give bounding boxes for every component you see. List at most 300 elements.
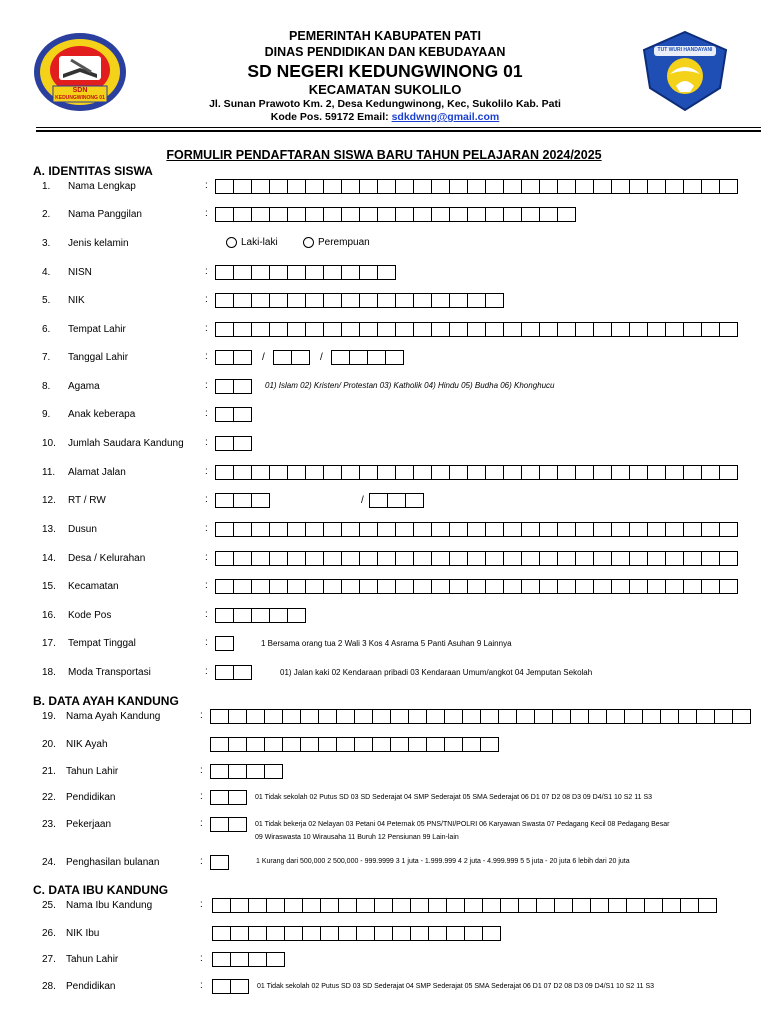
character-box[interactable] bbox=[540, 179, 558, 194]
character-input-boxes[interactable] bbox=[212, 898, 717, 913]
email-link[interactable]: sdkdwng@gmail.com bbox=[391, 111, 500, 123]
character-box[interactable] bbox=[483, 926, 501, 941]
gender-radio-male[interactable] bbox=[226, 237, 237, 248]
character-box[interactable] bbox=[216, 493, 234, 508]
character-box[interactable] bbox=[522, 465, 540, 480]
character-box[interactable] bbox=[265, 737, 283, 752]
character-box[interactable] bbox=[558, 207, 576, 222]
character-input-boxes[interactable] bbox=[210, 709, 751, 724]
character-box[interactable] bbox=[270, 608, 288, 623]
character-box[interactable] bbox=[481, 709, 499, 724]
character-box[interactable] bbox=[303, 926, 321, 941]
character-box[interactable] bbox=[504, 551, 522, 566]
character-box[interactable] bbox=[234, 350, 252, 365]
character-box[interactable] bbox=[483, 898, 501, 913]
character-box[interactable] bbox=[594, 551, 612, 566]
character-box[interactable] bbox=[630, 179, 648, 194]
character-box[interactable] bbox=[681, 898, 699, 913]
character-box[interactable] bbox=[270, 179, 288, 194]
character-box[interactable] bbox=[211, 709, 229, 724]
character-box[interactable] bbox=[216, 436, 234, 451]
character-box[interactable] bbox=[324, 579, 342, 594]
character-box[interactable] bbox=[612, 322, 630, 337]
character-box[interactable] bbox=[306, 465, 324, 480]
character-box[interactable] bbox=[270, 551, 288, 566]
character-box[interactable] bbox=[378, 465, 396, 480]
character-box[interactable] bbox=[274, 350, 292, 365]
character-box[interactable] bbox=[216, 522, 234, 537]
character-box[interactable] bbox=[252, 608, 270, 623]
character-box[interactable] bbox=[558, 465, 576, 480]
character-box[interactable] bbox=[486, 322, 504, 337]
character-box[interactable] bbox=[378, 293, 396, 308]
character-box[interactable] bbox=[306, 322, 324, 337]
character-box[interactable] bbox=[396, 522, 414, 537]
character-box[interactable] bbox=[627, 898, 645, 913]
character-input-boxes[interactable] bbox=[331, 350, 404, 365]
character-box[interactable] bbox=[234, 465, 252, 480]
character-box[interactable] bbox=[301, 709, 319, 724]
character-box[interactable] bbox=[231, 952, 249, 967]
character-box[interactable] bbox=[522, 179, 540, 194]
character-box[interactable] bbox=[486, 179, 504, 194]
character-box[interactable] bbox=[630, 551, 648, 566]
character-box[interactable] bbox=[648, 579, 666, 594]
character-box[interactable] bbox=[355, 709, 373, 724]
character-box[interactable] bbox=[370, 493, 388, 508]
character-box[interactable] bbox=[216, 579, 234, 594]
character-box[interactable] bbox=[432, 322, 450, 337]
character-box[interactable] bbox=[324, 179, 342, 194]
character-box[interactable] bbox=[249, 926, 267, 941]
character-box[interactable] bbox=[229, 817, 247, 832]
character-input-boxes[interactable] bbox=[215, 293, 504, 308]
character-box[interactable] bbox=[612, 522, 630, 537]
character-box[interactable] bbox=[216, 265, 234, 280]
character-input-boxes[interactable] bbox=[210, 764, 283, 779]
character-box[interactable] bbox=[332, 350, 350, 365]
character-box[interactable] bbox=[648, 465, 666, 480]
character-box[interactable] bbox=[486, 293, 504, 308]
character-box[interactable] bbox=[216, 608, 234, 623]
character-box[interactable] bbox=[375, 926, 393, 941]
character-box[interactable] bbox=[571, 709, 589, 724]
character-box[interactable] bbox=[432, 207, 450, 222]
character-box[interactable] bbox=[666, 522, 684, 537]
character-box[interactable] bbox=[396, 293, 414, 308]
character-box[interactable] bbox=[499, 709, 517, 724]
character-box[interactable] bbox=[360, 293, 378, 308]
character-box[interactable] bbox=[270, 522, 288, 537]
character-input-boxes[interactable] bbox=[210, 855, 229, 870]
character-box[interactable] bbox=[267, 898, 285, 913]
character-box[interactable] bbox=[468, 207, 486, 222]
character-box[interactable] bbox=[324, 293, 342, 308]
character-input-boxes[interactable] bbox=[215, 379, 252, 394]
character-box[interactable] bbox=[324, 465, 342, 480]
character-box[interactable] bbox=[625, 709, 643, 724]
character-box[interactable] bbox=[504, 207, 522, 222]
character-box[interactable] bbox=[378, 522, 396, 537]
character-box[interactable] bbox=[342, 293, 360, 308]
character-box[interactable] bbox=[360, 465, 378, 480]
character-box[interactable] bbox=[468, 322, 486, 337]
character-box[interactable] bbox=[252, 579, 270, 594]
character-box[interactable] bbox=[463, 709, 481, 724]
character-box[interactable] bbox=[288, 293, 306, 308]
character-input-boxes[interactable] bbox=[212, 926, 501, 941]
character-box[interactable] bbox=[411, 898, 429, 913]
character-input-boxes[interactable] bbox=[215, 493, 270, 508]
character-input-boxes[interactable] bbox=[212, 979, 249, 994]
character-box[interactable] bbox=[468, 551, 486, 566]
character-box[interactable] bbox=[216, 207, 234, 222]
character-box[interactable] bbox=[396, 179, 414, 194]
character-box[interactable] bbox=[612, 551, 630, 566]
character-box[interactable] bbox=[306, 265, 324, 280]
character-box[interactable] bbox=[661, 709, 679, 724]
character-box[interactable] bbox=[288, 322, 306, 337]
character-box[interactable] bbox=[337, 709, 355, 724]
character-box[interactable] bbox=[576, 322, 594, 337]
character-box[interactable] bbox=[319, 737, 337, 752]
character-box[interactable] bbox=[265, 764, 283, 779]
character-box[interactable] bbox=[265, 709, 283, 724]
character-input-boxes[interactable] bbox=[215, 350, 252, 365]
character-box[interactable] bbox=[537, 898, 555, 913]
character-box[interactable] bbox=[234, 608, 252, 623]
character-input-boxes[interactable] bbox=[215, 179, 738, 194]
character-box[interactable] bbox=[504, 465, 522, 480]
character-box[interactable] bbox=[504, 322, 522, 337]
character-box[interactable] bbox=[684, 322, 702, 337]
character-box[interactable] bbox=[234, 551, 252, 566]
character-box[interactable] bbox=[211, 764, 229, 779]
character-input-boxes[interactable] bbox=[215, 322, 738, 337]
character-box[interactable] bbox=[301, 737, 319, 752]
character-box[interactable] bbox=[373, 709, 391, 724]
character-box[interactable] bbox=[702, 551, 720, 566]
character-box[interactable] bbox=[396, 465, 414, 480]
character-box[interactable] bbox=[393, 898, 411, 913]
character-box[interactable] bbox=[468, 579, 486, 594]
character-box[interactable] bbox=[213, 926, 231, 941]
character-box[interactable] bbox=[427, 709, 445, 724]
character-box[interactable] bbox=[211, 817, 229, 832]
character-box[interactable] bbox=[234, 493, 252, 508]
character-box[interactable] bbox=[378, 207, 396, 222]
character-box[interactable] bbox=[270, 207, 288, 222]
character-box[interactable] bbox=[591, 898, 609, 913]
character-box[interactable] bbox=[486, 522, 504, 537]
character-box[interactable] bbox=[432, 579, 450, 594]
character-box[interactable] bbox=[211, 790, 229, 805]
character-box[interactable] bbox=[666, 322, 684, 337]
character-box[interactable] bbox=[339, 926, 357, 941]
character-box[interactable] bbox=[270, 579, 288, 594]
character-input-boxes[interactable] bbox=[215, 207, 576, 222]
character-box[interactable] bbox=[306, 179, 324, 194]
character-box[interactable] bbox=[378, 322, 396, 337]
character-box[interactable] bbox=[324, 207, 342, 222]
character-input-boxes[interactable] bbox=[215, 636, 234, 651]
character-box[interactable] bbox=[486, 207, 504, 222]
character-box[interactable] bbox=[247, 737, 265, 752]
character-box[interactable] bbox=[396, 551, 414, 566]
character-box[interactable] bbox=[211, 737, 229, 752]
character-box[interactable] bbox=[267, 926, 285, 941]
character-box[interactable] bbox=[234, 207, 252, 222]
character-box[interactable] bbox=[540, 579, 558, 594]
character-box[interactable] bbox=[360, 207, 378, 222]
character-box[interactable] bbox=[702, 579, 720, 594]
character-box[interactable] bbox=[213, 952, 231, 967]
character-box[interactable] bbox=[303, 898, 321, 913]
character-box[interactable] bbox=[648, 179, 666, 194]
character-box[interactable] bbox=[607, 709, 625, 724]
character-box[interactable] bbox=[720, 551, 738, 566]
character-box[interactable] bbox=[720, 179, 738, 194]
character-box[interactable] bbox=[486, 579, 504, 594]
character-box[interactable] bbox=[666, 465, 684, 480]
character-box[interactable] bbox=[234, 265, 252, 280]
character-box[interactable] bbox=[558, 322, 576, 337]
character-box[interactable] bbox=[429, 898, 447, 913]
character-box[interactable] bbox=[609, 898, 627, 913]
character-box[interactable] bbox=[213, 898, 231, 913]
character-input-boxes[interactable] bbox=[273, 350, 310, 365]
character-box[interactable] bbox=[643, 709, 661, 724]
character-box[interactable] bbox=[231, 898, 249, 913]
character-box[interactable] bbox=[715, 709, 733, 724]
character-box[interactable] bbox=[702, 522, 720, 537]
character-box[interactable] bbox=[594, 322, 612, 337]
character-box[interactable] bbox=[504, 179, 522, 194]
character-box[interactable] bbox=[414, 522, 432, 537]
character-box[interactable] bbox=[216, 636, 234, 651]
character-box[interactable] bbox=[414, 179, 432, 194]
character-box[interactable] bbox=[386, 350, 404, 365]
character-input-boxes[interactable] bbox=[215, 665, 252, 680]
character-box[interactable] bbox=[450, 293, 468, 308]
character-box[interactable] bbox=[247, 709, 265, 724]
character-box[interactable] bbox=[684, 465, 702, 480]
character-box[interactable] bbox=[216, 465, 234, 480]
character-box[interactable] bbox=[414, 465, 432, 480]
character-box[interactable] bbox=[501, 898, 519, 913]
character-box[interactable] bbox=[391, 737, 409, 752]
character-box[interactable] bbox=[540, 522, 558, 537]
character-box[interactable] bbox=[216, 407, 234, 422]
character-box[interactable] bbox=[517, 709, 535, 724]
character-box[interactable] bbox=[267, 952, 285, 967]
character-box[interactable] bbox=[252, 551, 270, 566]
character-box[interactable] bbox=[447, 926, 465, 941]
character-box[interactable] bbox=[684, 579, 702, 594]
character-box[interactable] bbox=[648, 522, 666, 537]
character-box[interactable] bbox=[234, 436, 252, 451]
character-box[interactable] bbox=[288, 608, 306, 623]
character-box[interactable] bbox=[445, 737, 463, 752]
character-box[interactable] bbox=[319, 709, 337, 724]
character-box[interactable] bbox=[247, 764, 265, 779]
character-box[interactable] bbox=[378, 265, 396, 280]
character-box[interactable] bbox=[468, 522, 486, 537]
character-box[interactable] bbox=[720, 579, 738, 594]
gender-radio-female[interactable] bbox=[303, 237, 314, 248]
character-box[interactable] bbox=[576, 522, 594, 537]
character-box[interactable] bbox=[270, 293, 288, 308]
character-input-boxes[interactable] bbox=[215, 551, 738, 566]
character-box[interactable] bbox=[702, 322, 720, 337]
character-box[interactable] bbox=[342, 322, 360, 337]
character-box[interactable] bbox=[594, 179, 612, 194]
character-box[interactable] bbox=[630, 322, 648, 337]
character-input-boxes[interactable] bbox=[210, 817, 247, 832]
character-box[interactable] bbox=[288, 522, 306, 537]
character-box[interactable] bbox=[576, 551, 594, 566]
character-box[interactable] bbox=[450, 322, 468, 337]
character-box[interactable] bbox=[540, 465, 558, 480]
character-box[interactable] bbox=[360, 579, 378, 594]
character-box[interactable] bbox=[229, 790, 247, 805]
character-box[interactable] bbox=[432, 179, 450, 194]
character-box[interactable] bbox=[720, 322, 738, 337]
character-box[interactable] bbox=[558, 579, 576, 594]
character-box[interactable] bbox=[288, 179, 306, 194]
character-box[interactable] bbox=[270, 322, 288, 337]
character-box[interactable] bbox=[360, 265, 378, 280]
character-box[interactable] bbox=[540, 551, 558, 566]
character-box[interactable] bbox=[589, 709, 607, 724]
character-box[interactable] bbox=[360, 522, 378, 537]
character-box[interactable] bbox=[368, 350, 386, 365]
character-box[interactable] bbox=[522, 322, 540, 337]
character-box[interactable] bbox=[733, 709, 751, 724]
character-box[interactable] bbox=[594, 522, 612, 537]
character-box[interactable] bbox=[285, 926, 303, 941]
character-input-boxes[interactable] bbox=[215, 465, 738, 480]
character-box[interactable] bbox=[378, 579, 396, 594]
character-box[interactable] bbox=[234, 179, 252, 194]
character-input-boxes[interactable] bbox=[215, 522, 738, 537]
character-box[interactable] bbox=[342, 465, 360, 480]
character-box[interactable] bbox=[355, 737, 373, 752]
character-box[interactable] bbox=[234, 665, 252, 680]
character-box[interactable] bbox=[699, 898, 717, 913]
character-box[interactable] bbox=[648, 322, 666, 337]
character-box[interactable] bbox=[450, 465, 468, 480]
character-box[interactable] bbox=[630, 465, 648, 480]
character-input-boxes[interactable] bbox=[215, 579, 738, 594]
character-box[interactable] bbox=[337, 737, 355, 752]
character-box[interactable] bbox=[306, 522, 324, 537]
character-box[interactable] bbox=[216, 293, 234, 308]
character-box[interactable] bbox=[249, 952, 267, 967]
character-box[interactable] bbox=[357, 898, 375, 913]
character-box[interactable] bbox=[486, 551, 504, 566]
character-box[interactable] bbox=[373, 737, 391, 752]
character-box[interactable] bbox=[666, 551, 684, 566]
character-box[interactable] bbox=[411, 926, 429, 941]
character-box[interactable] bbox=[342, 522, 360, 537]
character-box[interactable] bbox=[216, 322, 234, 337]
character-box[interactable] bbox=[450, 522, 468, 537]
character-box[interactable] bbox=[321, 898, 339, 913]
character-box[interactable] bbox=[342, 579, 360, 594]
character-box[interactable] bbox=[306, 551, 324, 566]
character-box[interactable] bbox=[697, 709, 715, 724]
character-box[interactable] bbox=[252, 293, 270, 308]
character-box[interactable] bbox=[450, 207, 468, 222]
character-box[interactable] bbox=[229, 709, 247, 724]
character-box[interactable] bbox=[414, 293, 432, 308]
character-box[interactable] bbox=[645, 898, 663, 913]
character-box[interactable] bbox=[630, 522, 648, 537]
character-box[interactable] bbox=[324, 265, 342, 280]
character-box[interactable] bbox=[288, 551, 306, 566]
character-box[interactable] bbox=[321, 926, 339, 941]
character-box[interactable] bbox=[504, 522, 522, 537]
character-box[interactable] bbox=[252, 493, 270, 508]
character-box[interactable] bbox=[391, 709, 409, 724]
character-box[interactable] bbox=[339, 898, 357, 913]
character-box[interactable] bbox=[558, 551, 576, 566]
character-box[interactable] bbox=[270, 265, 288, 280]
character-box[interactable] bbox=[427, 737, 445, 752]
character-box[interactable] bbox=[283, 737, 301, 752]
character-box[interactable] bbox=[324, 551, 342, 566]
character-box[interactable] bbox=[216, 350, 234, 365]
character-box[interactable] bbox=[666, 179, 684, 194]
character-box[interactable] bbox=[486, 465, 504, 480]
character-box[interactable] bbox=[396, 579, 414, 594]
character-box[interactable] bbox=[306, 579, 324, 594]
character-box[interactable] bbox=[666, 579, 684, 594]
character-box[interactable] bbox=[522, 207, 540, 222]
character-box[interactable] bbox=[535, 709, 553, 724]
character-box[interactable] bbox=[306, 293, 324, 308]
character-box[interactable] bbox=[409, 709, 427, 724]
character-input-boxes[interactable] bbox=[210, 737, 499, 752]
character-box[interactable] bbox=[432, 293, 450, 308]
character-box[interactable] bbox=[357, 926, 375, 941]
character-box[interactable] bbox=[342, 207, 360, 222]
character-box[interactable] bbox=[216, 665, 234, 680]
character-box[interactable] bbox=[432, 551, 450, 566]
character-box[interactable] bbox=[234, 322, 252, 337]
character-box[interactable] bbox=[216, 179, 234, 194]
character-box[interactable] bbox=[558, 179, 576, 194]
character-box[interactable] bbox=[229, 764, 247, 779]
character-box[interactable] bbox=[249, 898, 267, 913]
character-box[interactable] bbox=[429, 926, 447, 941]
character-box[interactable] bbox=[414, 207, 432, 222]
character-box[interactable] bbox=[234, 407, 252, 422]
character-box[interactable] bbox=[684, 179, 702, 194]
character-box[interactable] bbox=[231, 926, 249, 941]
character-box[interactable] bbox=[396, 207, 414, 222]
character-box[interactable] bbox=[285, 898, 303, 913]
character-box[interactable] bbox=[360, 179, 378, 194]
character-box[interactable] bbox=[450, 579, 468, 594]
character-box[interactable] bbox=[702, 179, 720, 194]
character-box[interactable] bbox=[234, 579, 252, 594]
character-box[interactable] bbox=[522, 551, 540, 566]
character-input-boxes[interactable] bbox=[210, 790, 247, 805]
character-box[interactable] bbox=[306, 207, 324, 222]
character-box[interactable] bbox=[252, 179, 270, 194]
